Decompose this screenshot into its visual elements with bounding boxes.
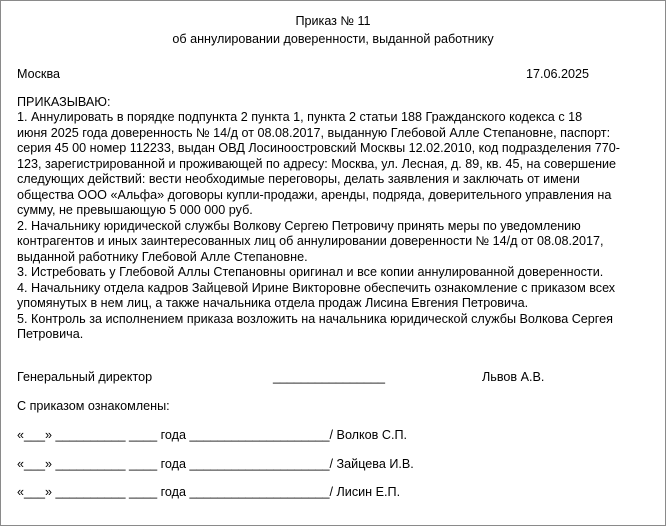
body-line: 4. Начальнику отдела кадров Зайцевой Ирине Викторовне обеспечить ознакомление с приказом всех <box>17 281 616 295</box>
order-date: 17.06.2025 <box>525 67 589 81</box>
body-line: упомянутых в нем лиц, а также начальника отдела продаж Лисина Евгения Петровича. <box>17 296 529 310</box>
acquaintance-line: «___» __________ ____ года ____________________/ Зайцева И.В. <box>17 457 414 471</box>
signature-name: Львов А.В. <box>482 370 545 384</box>
acquainted-label: С приказом ознакомлены: <box>17 399 170 413</box>
order-subtitle: об аннулировании доверенности, выданной работнику <box>172 32 494 46</box>
body-line: следующих действий: вести необходимые переговоры, делать заявления и заключать от имени <box>17 172 580 186</box>
body-line: 5. Контроль за исполнением приказа возложить на начальника юридической службы Волкова Сергея <box>17 312 613 326</box>
body-line: 1. Аннулировать в порядке подпункта 2 пункта 1, пункта 2 статьи 188 Гражданского кодекса с 18 <box>17 110 583 124</box>
body-line: 3. Истребовать у Глебовой Аллы Степановны оригинал и все копии аннулированной доверенности. <box>17 265 604 279</box>
signature-position: Генеральный директор <box>17 370 153 384</box>
body-line: выданной работнику Глебовой Алле Степановне. <box>17 250 308 264</box>
body-line: 2. Начальнику юридической службы Волкову Сергею Петровичу принять меры по уведомлению <box>17 219 581 233</box>
body-line: общества ООО «Альфа» договоры купли-продажи, аренды, подряда, доверительного управления на <box>17 188 612 202</box>
order-city: Москва <box>17 67 60 81</box>
body-line: серия 45 00 номер 112233, выдан ОВД Лосиноостровский Москвы 12.02.2010, код подразделения 770- <box>17 141 620 155</box>
body-line: контрагентов и иных заинтересованных лиц об аннулировании доверенности № 14/д от 08.08.2017, <box>17 234 604 248</box>
signature-blank: ________________ <box>273 370 386 384</box>
body-line: июня 2025 года доверенность № 14/д от 08.08.2017, выданную Глебовой Алле Степановне, паспорт: <box>17 126 611 140</box>
body-line: Петровича. <box>17 327 84 341</box>
body-line: 123, зарегистрированной и проживающей по адресу: Москва, ул. Лесная, д. 89, кв. 45, на совершение <box>17 157 617 171</box>
order-keyword: ПРИКАЗЫВАЮ: <box>17 95 111 109</box>
body-line: сумму, не превышающую 5 000 000 руб. <box>17 203 253 217</box>
acquaintance-line: «___» __________ ____ года ____________________/ Волков С.П. <box>17 428 408 442</box>
acquaintance-line: «___» __________ ____ года ____________________/ Лисин Е.П. <box>17 485 401 499</box>
order-title: Приказ № 11 <box>295 14 371 28</box>
